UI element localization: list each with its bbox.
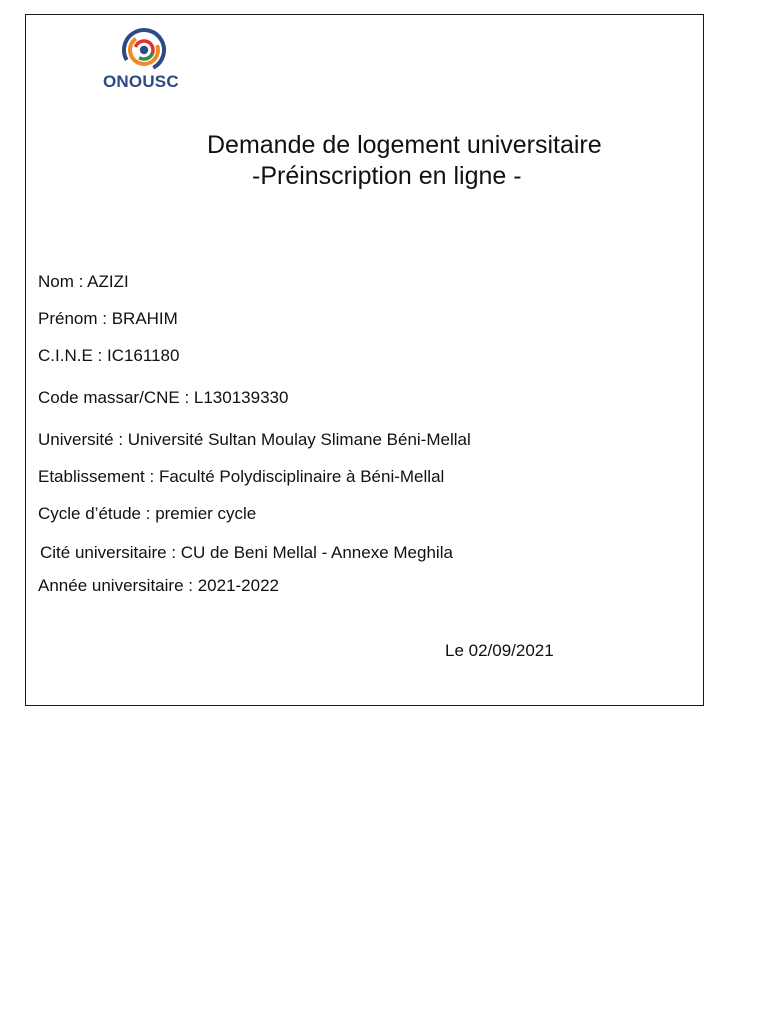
field-value: premier cycle bbox=[155, 504, 257, 523]
logo-wordmark: ONOUSC bbox=[103, 72, 179, 91]
field-label: Cité universitaire bbox=[40, 543, 167, 562]
field-cine: C.I.N.E : IC161180 bbox=[38, 346, 180, 365]
logo-inner-dot bbox=[140, 46, 148, 54]
field-label: C.I.N.E bbox=[38, 346, 93, 365]
field-label: Cycle d’étude bbox=[38, 504, 142, 523]
onousc-logo bbox=[100, 27, 190, 93]
field-value: Faculté Polydisciplinaire à Béni-Mellal bbox=[158, 467, 445, 486]
field-code-massar: Code massar/CNE : L130139330 bbox=[38, 388, 289, 407]
field-value: IC161180 bbox=[106, 346, 180, 365]
field-label: Code massar/CNE bbox=[38, 388, 180, 407]
field-value: BRAHIM bbox=[111, 309, 178, 328]
field-nom: Nom : AZIZI bbox=[38, 272, 129, 291]
field-etablissement: Etablissement : Faculté Polydisciplinaire à Béni-Mellal bbox=[38, 467, 445, 486]
field-value: AZIZI bbox=[87, 272, 129, 291]
field-value: 2021-2022 bbox=[197, 576, 280, 595]
field-universite: Université : Université Sultan Moulay Slimane Béni-Mellal bbox=[38, 430, 471, 449]
document-subtitle: -Préinscription en ligne - bbox=[252, 162, 522, 190]
field-cycle-etude: Cycle d’étude : premier cycle bbox=[38, 504, 257, 523]
document-title: Demande de logement universitaire bbox=[207, 131, 602, 159]
field-label: Année universitaire bbox=[38, 576, 184, 595]
onousc-logo-icon bbox=[118, 27, 170, 73]
field-label: Université bbox=[38, 430, 114, 449]
field-label: Nom bbox=[38, 272, 74, 291]
document-date: Le 02/09/2021 bbox=[445, 641, 554, 660]
field-value: L130139330 bbox=[193, 388, 289, 407]
field-cite-universitaire: Cité universitaire : CU de Beni Mellal - Annexe Meghila bbox=[40, 543, 453, 562]
field-annee-universitaire: Année universitaire : 2021-2022 bbox=[38, 576, 280, 595]
field-label: Prénom bbox=[38, 309, 98, 328]
field-prenom: Prénom : BRAHIM bbox=[38, 309, 178, 328]
field-value: Université Sultan Moulay Slimane Béni-Mellal bbox=[127, 430, 471, 449]
field-label: Etablissement bbox=[38, 467, 145, 486]
field-value: CU de Beni Mellal - Annexe Meghila bbox=[180, 543, 453, 562]
